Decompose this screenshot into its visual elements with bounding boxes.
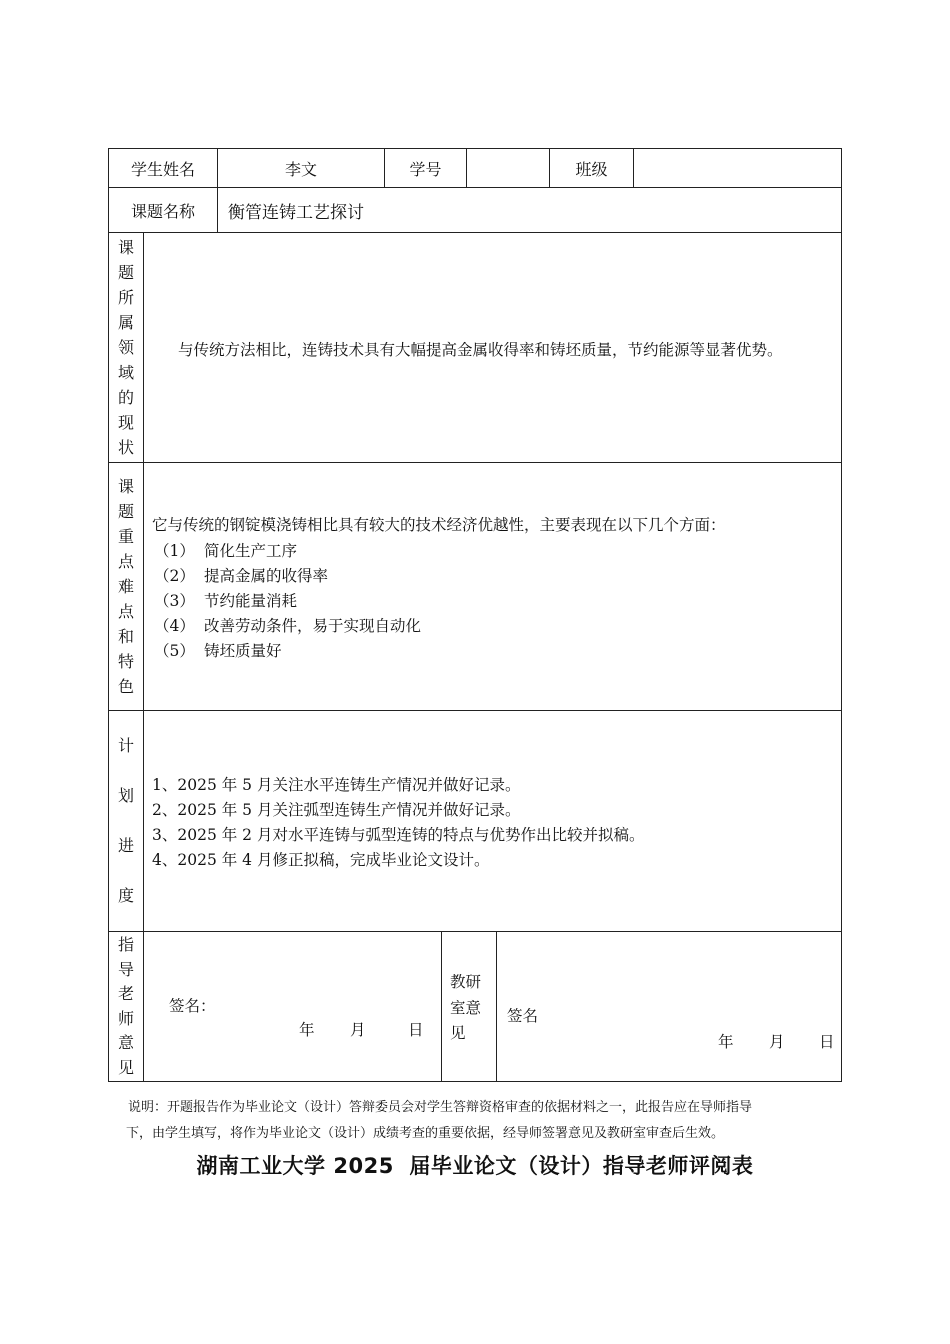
label-char: 所: [117, 288, 134, 307]
label-char: 色: [117, 677, 134, 696]
advisor-signature-label: 签名：: [169, 997, 216, 1015]
field-status-text: 与传统方法相比，连铸技术具有大幅提高金属收得率和铸坯质量，节约能源等显著优势。: [178, 341, 783, 359]
topic-row: [109, 187, 841, 232]
label-char: 和: [117, 627, 134, 646]
plan-item: 3、2025 年 2 月对水平连铸与弧型连铸的特点与优势作出比较并拟稿。: [152, 826, 645, 844]
label-char: 的: [117, 388, 134, 407]
label-char: 划: [117, 786, 134, 805]
label-char: 进: [117, 836, 134, 855]
dept-signature-label: 签名: [507, 1007, 539, 1025]
label-char: 题: [117, 263, 134, 282]
footnote-line: 说明：开题报告作为毕业论文（设计）答辩委员会对学生答辩资格审查的依据材料之一，此报告应在导师指导: [128, 1100, 753, 1115]
label-char: 点: [117, 552, 134, 571]
label-char: 属: [117, 313, 134, 332]
field-status-label: [109, 233, 143, 462]
class-value[interactable]: [633, 149, 841, 187]
class-label: 班级: [549, 149, 633, 187]
label-char: 域: [117, 363, 134, 382]
key-points-label: [109, 463, 143, 710]
field-status-content[interactable]: [143, 233, 841, 462]
plan-content[interactable]: [143, 711, 841, 931]
label-char: 点: [117, 602, 134, 621]
label-char: 题: [117, 502, 134, 521]
key-points-content[interactable]: [143, 463, 841, 710]
advisor-opinion-cell[interactable]: [143, 932, 441, 1081]
list-item: [154, 564, 328, 586]
list-item-text: 提高金属的收得率: [204, 567, 329, 585]
list-item: [154, 589, 297, 611]
list-item-number: （3）: [154, 592, 195, 610]
dept-label-line: 教研: [450, 973, 482, 991]
opinion-row: [109, 931, 841, 1081]
student-id-value[interactable]: [466, 149, 549, 187]
label-char: 度: [117, 886, 134, 905]
label-char: 领: [117, 338, 134, 357]
list-item: [154, 539, 297, 561]
advisor-date-year: 年: [299, 1021, 315, 1039]
plan-item: 1、2025 年 5 月关注水平连铸生产情况并做好记录。: [152, 776, 521, 794]
label-char: 见: [117, 1057, 134, 1077]
topic-value[interactable]: 衡管连铸工艺探讨: [217, 188, 841, 232]
footnote-line: 下，由学生填写，将作为毕业论文（设计）成绩考查的重要依据，经导师签署意见及教研室审查后生效。: [126, 1126, 725, 1141]
list-item-text: 简化生产工序: [204, 542, 298, 560]
label-char: 导: [117, 959, 134, 979]
key-points-intro: 它与传统的钢锭模浇铸相比具有较大的技术经济优越性，主要表现在以下几个方面：: [152, 516, 726, 534]
label-char: 课: [117, 477, 134, 496]
list-item-number: （4）: [154, 617, 195, 635]
topic-label: 课题名称: [130, 201, 195, 221]
advisor-date-month: 月: [350, 1021, 366, 1039]
plan-row: [109, 710, 841, 931]
dept-opinion-cell[interactable]: [496, 932, 841, 1081]
plan-item: 4、2025 年 4 月修正拟稿，完成毕业论文设计。: [152, 851, 490, 869]
dept-date-year: 年: [718, 1033, 734, 1051]
list-item: [154, 639, 282, 661]
key-points-row: [109, 462, 841, 710]
list-item-number: （5）: [154, 642, 195, 660]
advisor-date-day: 日: [408, 1021, 424, 1039]
review-form-table: [108, 148, 842, 1082]
label-char: 状: [117, 438, 134, 457]
label-char: 老: [117, 984, 134, 1003]
label-char: 课: [117, 238, 134, 257]
student-info-row: [109, 149, 841, 187]
list-item-text: 铸坯质量好: [204, 642, 282, 660]
list-item-text: 改善劳动条件，易于实现自动化: [204, 617, 422, 635]
plan-item: 2、2025 年 5 月关注弧型连铸生产情况并做好记录。: [152, 801, 521, 819]
label-char: 指: [117, 935, 134, 954]
document-title: 湖南工业大学 2025 届毕业论文（设计）指导老师评阅表: [196, 1154, 754, 1178]
list-item-number: （2）: [154, 567, 195, 585]
label-char: 难: [117, 577, 134, 596]
dept-label-line: 见: [450, 1024, 466, 1042]
label-char: 重: [117, 527, 134, 546]
list-item: [154, 614, 421, 636]
list-item-number: （1）: [154, 542, 195, 560]
dept-date-day: 日: [819, 1033, 835, 1051]
list-item-text: 节约能量消耗: [204, 592, 298, 610]
label-char: 特: [117, 652, 134, 671]
student-name-label: 学生姓名: [130, 159, 195, 179]
label-char: 意: [117, 1033, 134, 1052]
field-status-row: [109, 232, 841, 462]
form-footnote: [128, 1095, 828, 1147]
dept-date-month: 月: [769, 1033, 785, 1051]
student-name-value[interactable]: 李文: [217, 149, 384, 187]
plan-label: [109, 711, 143, 931]
label-char: 现: [117, 413, 134, 432]
label-char: 计: [117, 736, 134, 755]
label-char: 师: [117, 1008, 134, 1028]
dept-opinion-label: [441, 932, 496, 1081]
advisor-opinion-label: [109, 932, 143, 1081]
dept-label-line: 室意: [450, 999, 482, 1017]
student-id-label: 学号: [384, 149, 466, 187]
